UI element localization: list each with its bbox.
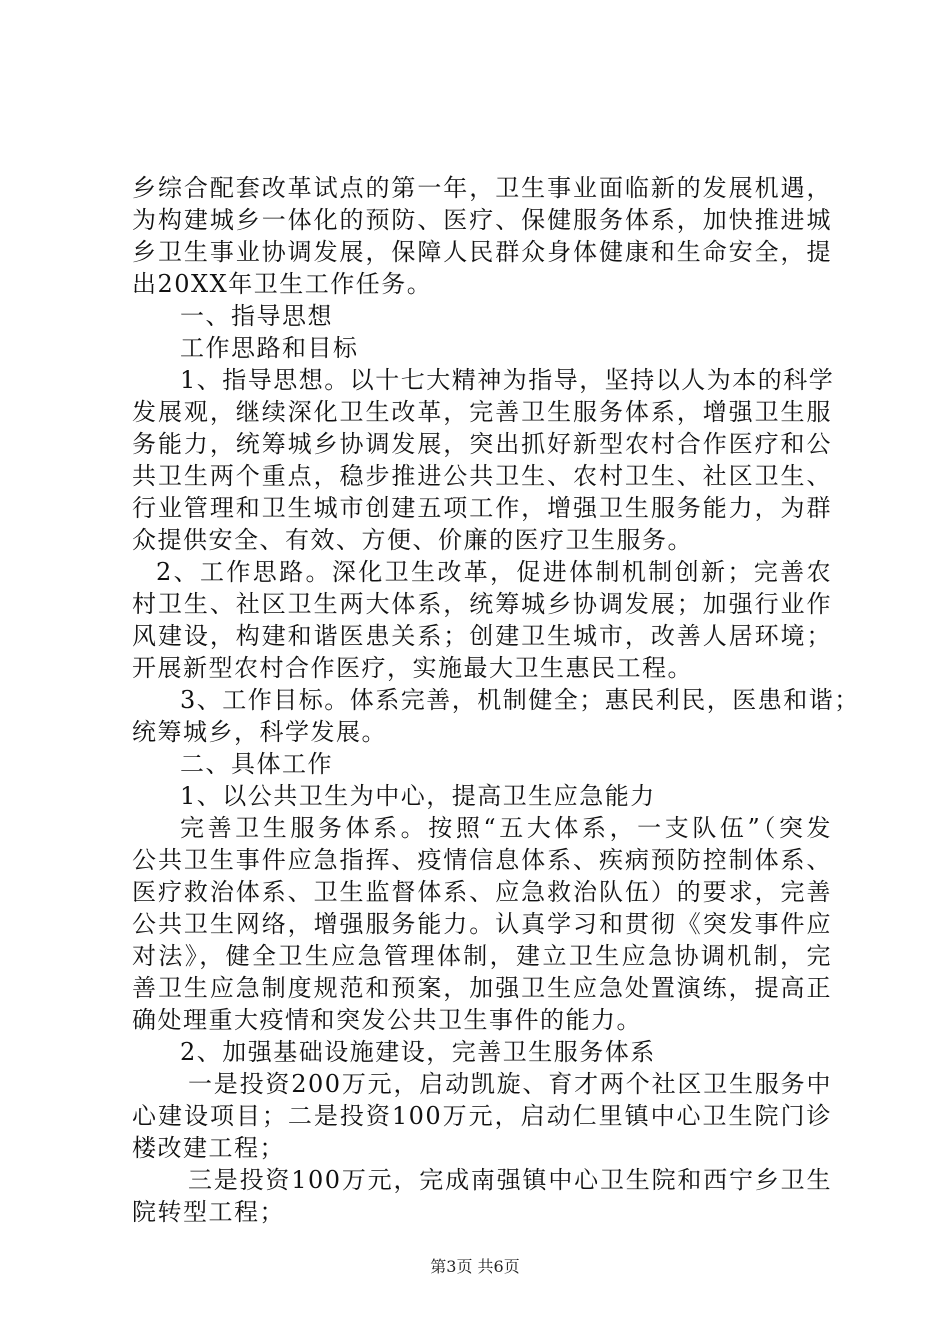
text-line: 公共卫生事件应急指挥、疫情信息体系、疾病预防控制体系、	[132, 846, 832, 874]
text-line: 务能力，统筹城乡协调发展，突出抓好新型农村合作医疗和公	[132, 430, 832, 458]
text-line: 统筹城乡，科学发展。	[132, 718, 387, 746]
section-heading: 一、指导思想	[180, 302, 333, 330]
subheading: 1、以公共卫生为中心，提高卫生应急能力	[180, 782, 656, 810]
text-line: 乡卫生事业协调发展，保障人民群众身体健康和生命安全，提	[132, 238, 832, 266]
text-line: 村卫生、社区卫生两大体系，统筹城乡协调发展；加强行业作	[132, 590, 832, 618]
text-line: 确处理重大疫情和突发公共卫生事件的能力。	[132, 1006, 642, 1034]
text-line: 楼改建工程；	[132, 1134, 285, 1162]
text-line: 开展新型农村合作医疗，实施最大卫生惠民工程。	[132, 654, 693, 682]
text-line: 出20XX年卫生工作任务。	[132, 270, 433, 298]
text-line: 院转型工程；	[132, 1198, 285, 1226]
text-line: 乡综合配套改革试点的第一年，卫生事业面临新的发展机遇，	[132, 174, 832, 202]
text-line: 医疗救治体系、卫生监督体系、应急救治队伍）的要求，完善	[132, 878, 832, 906]
text-line: 为构建城乡一体化的预防、医疗、保健服务体系，加快推进城	[132, 206, 832, 234]
text-line: 众提供安全、有效、方便、价廉的医疗卫生服务。	[132, 526, 693, 554]
text-line: 对法》，健全卫生应急管理体制，建立卫生应急协调机制，完	[132, 942, 832, 970]
text-line: 三是投资100万元，完成南强镇中心卫生院和西宁乡卫生	[188, 1166, 832, 1194]
text-line: 3、工作目标。体系完善，机制健全；惠民利民，医患和谐；	[180, 686, 860, 714]
text-line: 完善卫生服务体系。按照“五大体系，一支队伍”（突发	[180, 814, 832, 842]
text-line: 2、工作思路。深化卫生改革，促进体制机制创新；完善农	[156, 558, 832, 586]
text-line: 善卫生应急制度规范和预案，加强卫生应急处置演练，提高正	[132, 974, 832, 1002]
text-line: 发展观，继续深化卫生改革，完善卫生服务体系，增强卫生服	[132, 398, 832, 426]
text-line: 一是投资200万元，启动凯旋、育才两个社区卫生服务中	[188, 1070, 832, 1098]
text-line: 行业管理和卫生城市创建五项工作，增强卫生服务能力，为群	[132, 494, 832, 522]
text-line: 心建设项目；二是投资100万元，启动仁里镇中心卫生院门诊	[132, 1102, 832, 1130]
text-line: 1、指导思想。以十七大精神为指导，坚持以人为本的科学	[180, 366, 835, 394]
subheading: 2、加强基础设施建设，完善卫生服务体系	[180, 1038, 656, 1066]
section-heading: 二、具体工作	[180, 750, 333, 778]
document-body	[132, 172, 860, 1228]
subheading: 工作思路和目标	[180, 334, 359, 362]
text-line: 公共卫生网络，增强服务能力。认真学习和贯彻《突发事件应	[132, 910, 832, 938]
text-line: 风建设，构建和谐医患关系；创建卫生城市，改善人居环境；	[132, 622, 832, 650]
page-footer: 第3页 共6页	[430, 1257, 520, 1276]
text-line: 共卫生两个重点，稳步推进公共卫生、农村卫生、社区卫生、	[132, 462, 832, 490]
